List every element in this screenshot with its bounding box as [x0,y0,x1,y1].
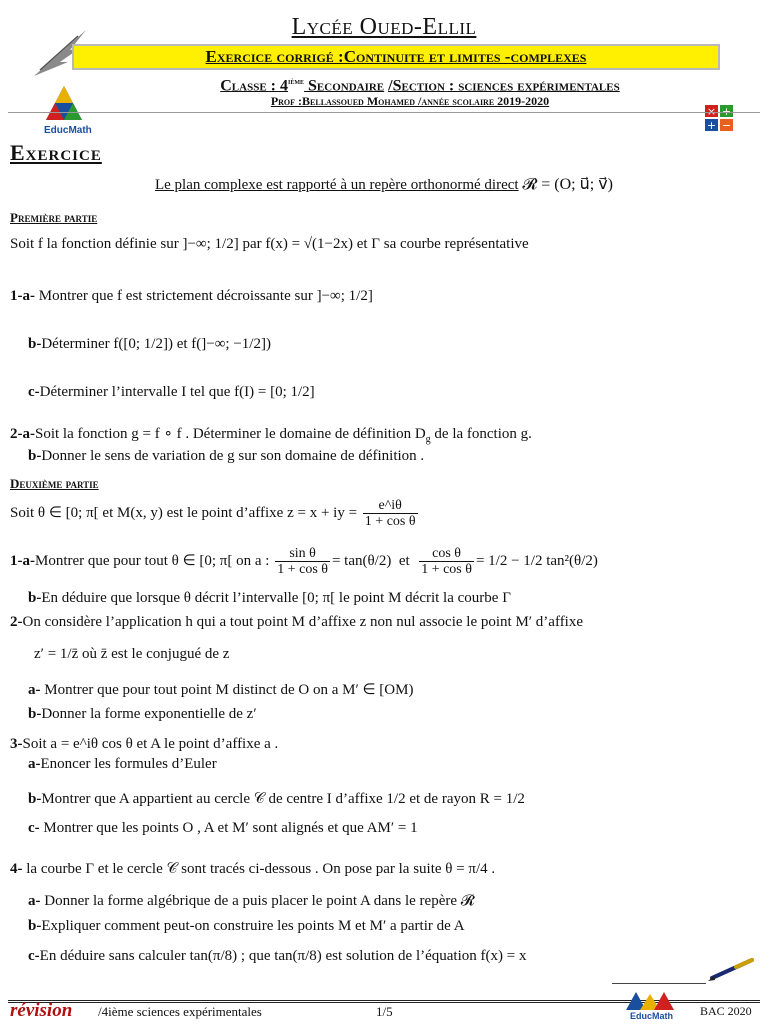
part2-q2a [28,680,413,699]
class-level: Secondaire [304,77,385,95]
intro-frame: 𝓡 = (O; u⃗; v⃗) [522,176,614,193]
part1-def-b: par f(x) = √(1−2x) et Γ sa courbe représentative [242,236,529,252]
part2-q4 [10,860,495,878]
q-number: a- [28,756,41,772]
q-text: Enoncer les formules d’Euler [40,756,217,772]
class-label: Classe : 4 [220,77,288,95]
calculator-icon [704,104,734,132]
svg-text:+: + [721,105,732,118]
q-text: En déduire que lorsque θ décrit l’intervalle [0; π[ le point M décrit la courbe Γ [41,590,511,606]
q-text: Soit a = e^iθ cos θ et A le point d’affixe a . [22,736,279,752]
part1-title: Première partie [10,210,98,225]
revision-label: révision [10,1000,73,1021]
q-number: 4- [10,861,23,877]
fraction-numerator: sin θ [275,546,330,562]
q-text: Soit la fonction g = f ∘ f . Déterminer le domaine de définition D [35,426,426,442]
part1-def-a: Soit f la fonction définie sur [10,236,179,252]
part1-q1b [28,336,271,353]
q-number: b- [28,706,42,722]
part2-def-fraction [363,498,418,529]
q-number: b- [28,918,42,934]
q-number: a- [28,682,41,698]
part2-q2-zprime: z′ = 1/z̄ où z̄ est le conjugué de z [34,646,230,662]
q-number: b- [28,590,42,606]
q-number: 2- [10,614,23,630]
part2-q3b [28,790,525,808]
q-number: 3- [10,736,23,752]
q-text-end: de la fonction g. [430,426,532,442]
part2-q3 [10,736,278,753]
q-text: Expliquer comment peut-on construire les points M et M′ a partir de A [41,918,465,934]
part2-title: Deuxième partie [10,476,99,491]
part1-def-interval: ]−∞; 1/2] [182,236,239,252]
educmath-footer-text: EducMath [630,1011,674,1021]
class-superscript: ième [288,76,305,86]
svg-text:×: × [706,105,717,118]
and-word: et [398,552,410,569]
svg-text:−: − [721,119,732,132]
q-text: Montrer que les points O , A et M′ sont alignés et que AM′ = 1 [39,820,418,836]
fraction-denominator: 1 + cos θ [364,514,416,529]
educmath-logo-text: EducMath [44,125,92,136]
page-number: 1/5 [376,1004,393,1019]
part2-q4b [28,918,465,935]
part2-definition [10,498,420,529]
q-subscript: g [425,434,431,445]
tan-squared-equality: = 1/2 − 1/2 tan²(θ/2) [475,552,598,569]
q-text: On considère l’application h qui a tout point M d’affixe z non nul associe le point M′ d’affixe [22,614,584,630]
tan-half-equality: = tan(θ/2) [331,552,392,569]
bac-year: BAC 2020 [700,1004,752,1018]
q-number: b- [28,791,42,807]
part1-definition [10,236,529,253]
class-section-line [70,76,768,95]
part2-q2b [28,706,257,723]
intro-text: Le plan complexe est rapporté à un repère orthonormé direct [154,177,519,193]
q-number: b- [28,336,42,352]
q-text: Donner la forme exponentielle de z′ [41,706,257,722]
fraction-numerator: cos θ [419,546,474,562]
intro-line [0,174,768,194]
q-text: En déduire sans calculer tan(π/8) ; que tan(π/8) est solution de l’équation f(x) = x [39,948,527,964]
svg-text:+: + [706,119,717,132]
cos-fraction [419,546,474,577]
header-divider [8,112,760,113]
part2-q4c [28,948,526,965]
educmath-logo-icon [42,84,86,124]
section-label: /Section : sciences expérimentales [388,77,620,95]
q-text: Montrer que pour tout θ ∈ [0; π[ on a : [35,552,270,569]
fraction-numerator: e^iθ [363,498,418,514]
fraction-denominator: 1 + cos θ [421,562,472,577]
q-text: la courbe Γ et le cercle 𝒞 sont tracés ci-dessous . On pose par la suite θ = π/4 . [22,861,496,877]
educmath-footer-logo-icon [622,990,682,1012]
footer-level: /4ième sciences expérimentales [98,1004,262,1019]
school-name: Lycée Oued-Ellil [291,14,477,40]
q-number: 1-a- [10,552,35,569]
part1-q2b [28,448,424,465]
q-text: Montrer que A appartient au cercle 𝒞 de centre I d’affixe 1/2 et de rayon R = 1/2 [41,791,525,807]
q-number: 1-a- [10,288,35,304]
part1-q2a [10,424,532,445]
q-text: Déterminer l’intervalle I tel que f(I) = [0; 1/2] [39,384,315,400]
q-number: c- [28,820,40,836]
signature-line [612,983,706,984]
part2-def-text: Soit θ ∈ [0; π[ et M(x, y) est le point d’affixe z = x + iy = [10,504,358,521]
part2-q2 [10,614,583,631]
q-number: c- [28,384,40,400]
q-text: Donner la forme algébrique de a puis placer le point A dans le repère 𝓡 [40,893,475,909]
part2-q4a [28,892,475,910]
q-number: c- [28,948,40,964]
exercise-banner: Exercice corrigé :Continuite et limites -complexes [72,44,720,70]
part2-q1b [28,590,511,607]
part2-q3a [28,756,217,773]
part2-q3c [28,820,418,837]
q-number: a- [28,893,41,909]
q-text: Donner le sens de variation de g sur son domaine de définition . [41,448,425,464]
part1-q1c [28,384,315,401]
q-number: b- [28,448,42,464]
q-number: 2-a- [10,426,35,442]
fraction-denominator: 1 + cos θ [277,562,328,577]
sin-fraction [275,546,330,577]
q-text: Montrer que pour tout point M distinct de O on a M′ ∈ [OM) [40,682,414,698]
pen-icon [706,956,758,982]
q-text: Déterminer f([0; 1/2]) et f(]−∞; −1/2]) [41,336,271,352]
teacher-year-line: Prof :Bellassoued Mohamed /année scolaire 2019-2020 [270,94,550,108]
q-text: Montrer que f est strictement décroissante sur ]−∞; 1/2] [35,288,373,304]
exercise-title: Exercice [10,140,102,165]
part2-q1a [10,546,598,577]
part1-q1a [10,288,373,305]
